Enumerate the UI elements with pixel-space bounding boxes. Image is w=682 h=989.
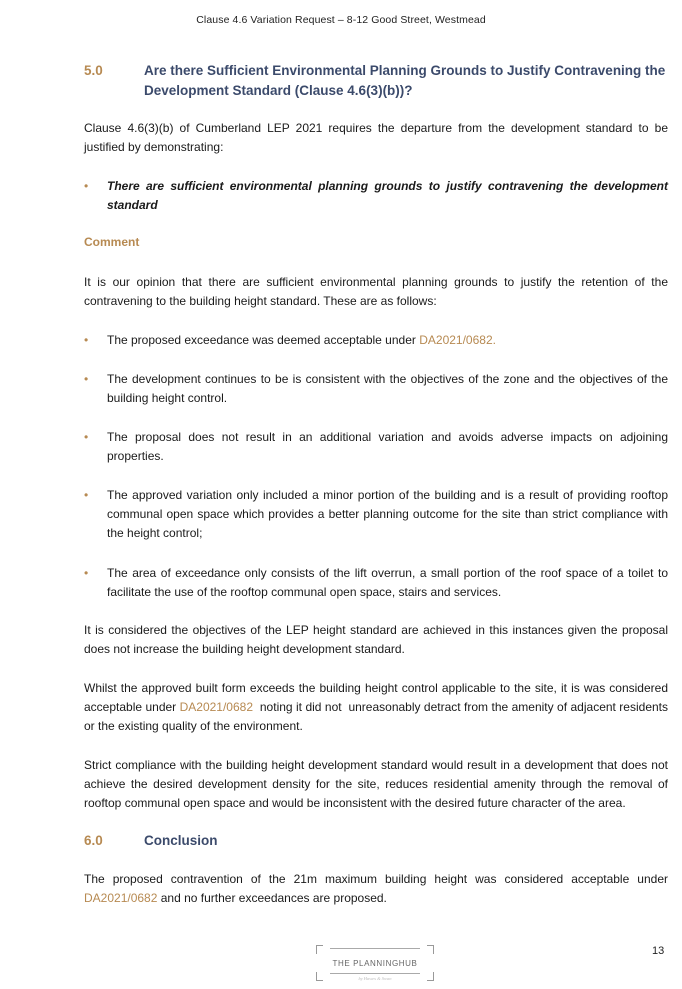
logo-text: THE PLANNINGHUB: [332, 959, 418, 968]
section-6-heading: [84, 831, 674, 851]
intro-paragraph: Clause 4.6(3)(b) of Cumberland LEP 2021 requires the departure from the development standard to be justified by demonstrating:: [84, 121, 668, 154]
section-5-heading: [84, 61, 674, 101]
planninghub-logo: [316, 945, 434, 985]
paragraph-text: noting it did not unreasonably detract from the amenity of adjacent residents or the existing quality of the environment.: [84, 700, 672, 733]
conclusion-paragraph: [84, 870, 668, 908]
criterion-text: There are sufficient environmental planning grounds to justify contravening the development standard: [107, 179, 668, 212]
bullet-icon: •: [84, 333, 89, 347]
list-item: [84, 486, 668, 543]
page-number: 13: [652, 945, 665, 957]
section-title: Conclusion: [144, 833, 218, 848]
da-reference-link[interactable]: DA2021/0682.: [419, 333, 496, 347]
bullet-icon: •: [84, 179, 89, 193]
section-number: 6.0: [84, 833, 103, 848]
bullet-icon: •: [84, 566, 89, 580]
opinion-paragraph: It is our opinion that there are sufficient environmental planning grounds to justify the retention of the contravening to the building height standard. These are as follows:: [84, 275, 668, 308]
list-item-text: The approved variation only included a minor portion of the building and is a result of providing rooftop communal open space which provides a better planning outcome for the site than strict compliance with the height control;: [107, 488, 668, 540]
da-reference-link[interactable]: DA2021/0682: [84, 891, 158, 905]
logo-subtext: by Hawes & Swan: [358, 976, 392, 981]
list-item-text: The development continues to be is consistent with the objectives of the zone and the objectives of the building height control.: [107, 372, 668, 405]
section-number: 5.0: [84, 63, 103, 78]
paragraph-text: The proposed contravention of the 21m maximum building height was considered acceptable under: [84, 872, 668, 886]
paragraph-text: Whilst the approved built form exceeds the building height control applicable to the site, it is was considered acceptable under: [84, 681, 668, 714]
list-item-text: The area of exceedance only consists of the lift overrun, a small portion of the roof space of a toilet to facilitate the use of the rooftop communal open space, stairs and services.: [107, 566, 668, 599]
list-item: [84, 331, 668, 350]
list-item-text: The proposed exceedance was deemed acceptable under: [107, 333, 420, 347]
list-item-text: The proposal does not result in an additional variation and avoids adverse impacts on adjoining properties.: [107, 430, 668, 463]
list-item: [84, 564, 668, 602]
section-title: Are there Sufficient Environmental Planning Grounds to Justify Contravening the Development Standard (Clause 4.6(3)(b))?: [144, 63, 666, 98]
bullet-icon: •: [84, 488, 89, 502]
da-reference-link[interactable]: DA2021/0682: [179, 700, 254, 714]
objectives-paragraph: It is considered the objectives of the LEP height standard are achieved in this instances given the proposal does not increase the building height development standard.: [84, 623, 668, 656]
paragraph-text: and no further exceedances are proposed.: [157, 891, 387, 905]
list-item: [84, 428, 668, 466]
bullet-icon: •: [84, 430, 89, 444]
bullet-icon: •: [84, 372, 89, 386]
running-header: Clause 4.6 Variation Request – 8-12 Good Street, Westmead: [196, 14, 486, 26]
criterion-bullet: [84, 177, 668, 215]
strict-compliance-paragraph: Strict compliance with the building height development standard would result in a development that does not achieve the desired development density for the site, reduces residential amenity through the removal of rooftop communal open space and would be inconsistent with the desired future character of the area.: [84, 758, 668, 810]
whilst-paragraph: [84, 679, 672, 736]
comment-heading: Comment: [84, 235, 140, 249]
list-item: [84, 370, 668, 408]
